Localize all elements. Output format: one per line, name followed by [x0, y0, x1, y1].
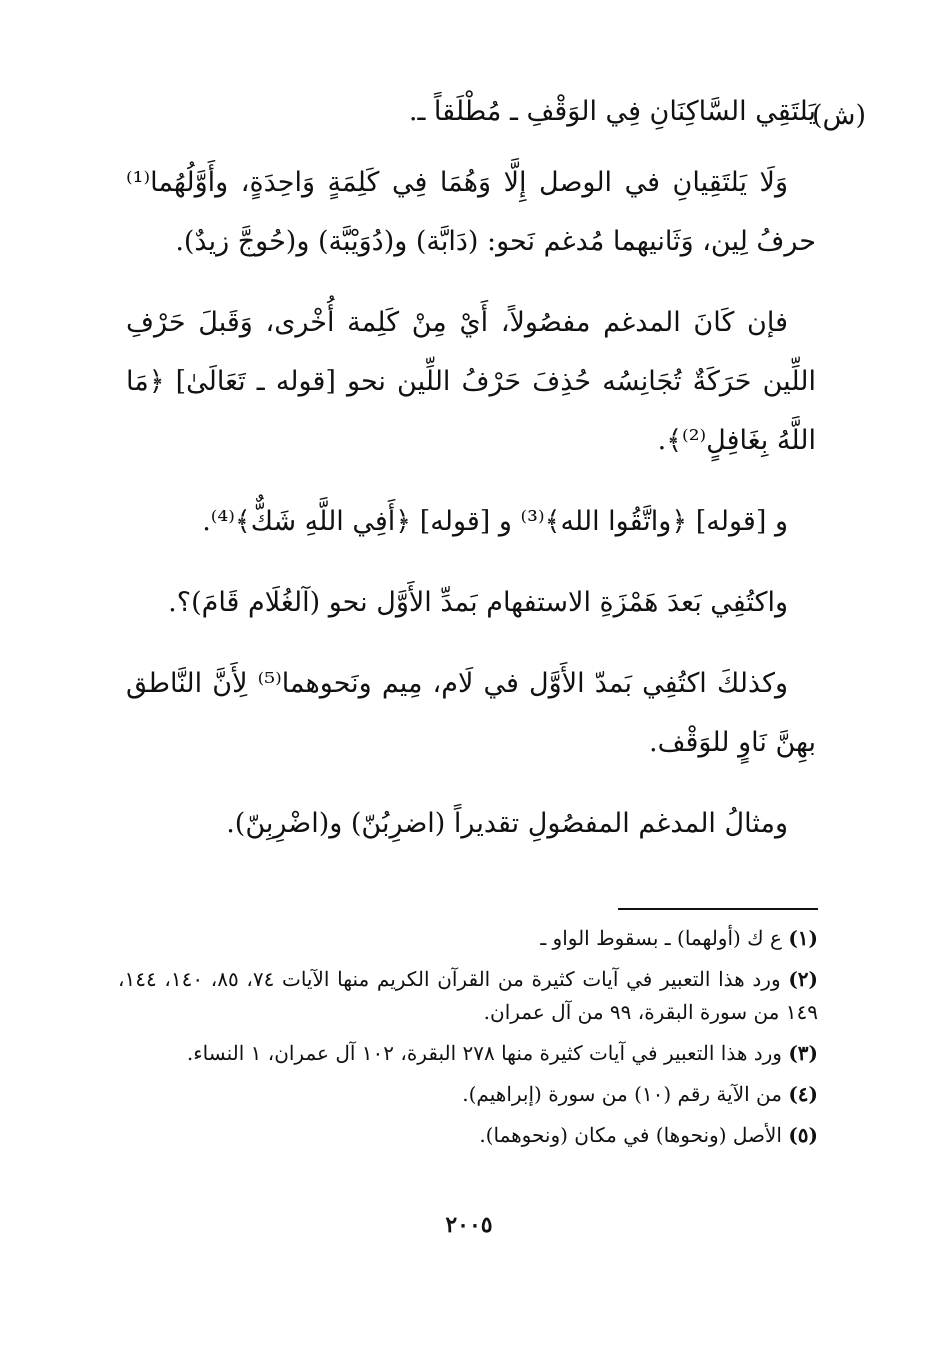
footnote-text: من الآية رقم (١٠) من سورة (إبراهيم).	[462, 1082, 782, 1106]
footnote-text: ع ك (أولهما) ـ بسقوط الواو ـ	[540, 926, 782, 950]
paragraph-1: يَلتَقِي السَّاكِنَانِ فِي الوَقْفِ ـ مُطْلَقاً ـ.	[408, 96, 816, 127]
footnote-number: (٢)	[788, 967, 818, 991]
footnote-3	[118, 1037, 818, 1070]
footnote-text: الأصل (ونحوها) في مكان (ونحوهما).	[479, 1123, 782, 1147]
paragraph-7: ومثالُ المدغم المفصُولِ تقديراً (اضرِبُنّ) و(اضْرِبِنّ).	[226, 808, 788, 839]
footnote-2	[118, 963, 818, 1029]
footnote-4	[118, 1078, 818, 1111]
paragraph-4: و [قوله] ﴿واتَّقُوا الله﴾⁽³⁾ و [قوله] ﴿أَفِي اللَّهِ شَكٌّ﴾⁽⁴⁾.	[202, 506, 788, 537]
paragraph-3: فإن كَانَ المدغم مفصُولاً، أَيْ مِنْ كَلِمة أُخْرى، وَقَبلَ حَرْفِ اللِّين حَرَكَةٌ تُجَانِسُه حُذِفَ حَرْفُ اللِّين نحو [قوله ـ تَعَالَىٰ] ﴿مَا اللَّهُ بِغَافِلٍ⁽²⁾﴾.	[126, 307, 816, 456]
footnote-1	[118, 922, 818, 955]
main-text	[126, 82, 816, 875]
footnote-separator	[618, 908, 818, 910]
footnote-text: ورد هذا التعبير في آيات كثيرة منها ٢٧٨ البقرة، ١٠٢ آل عمران، ١ النساء.	[186, 1041, 782, 1065]
footnote-text: ورد هذا التعبير في آيات كثيرة من القرآن الكريم منها الآيات ٧٤، ٨٥، ١٤٠، ١٤٤، ١٤٩ من سورة البقرة، ٩٩ من آل عمران.	[118, 967, 818, 1024]
footnote-5	[118, 1119, 818, 1152]
paragraph-2: وَلَا يَلتَقِيانِ في الوصل إِلَّا وَهُمَا فِي كَلِمَةٍ وَاحِدَةٍ، وأَوَّلُهُما⁽¹⁾ حرفُ لِين، وَثَانيهما مُدغم نَحو: (دَابَّة) و(دُوَيْبَّة) و(حُوجَّ زيدٌ).	[126, 167, 816, 257]
footnote-number: (٤)	[788, 1082, 818, 1106]
paragraph-6: وكذلكَ اكتُفِي بَمدّ الأَوَّل في لَام، مِيم ونَحوهما⁽⁵⁾ لِأَنَّ النَّاطق بهِنَّ نَاوٍ للوَقْف.	[126, 668, 816, 758]
footnote-number: (٣)	[788, 1041, 818, 1065]
footnotes	[118, 922, 818, 1160]
paragraph-5: واكتُفِي بَعدَ هَمْزَةِ الاستفهام بَمدِّ الأَوَّل نحو (آلغُلَام قَامَ)؟.	[168, 587, 788, 618]
section-marker: (ش)	[811, 100, 866, 131]
footnote-number: (١)	[788, 926, 818, 950]
footnote-number: (٥)	[788, 1123, 818, 1147]
page-number: ٢٠٠٥	[445, 1212, 493, 1238]
